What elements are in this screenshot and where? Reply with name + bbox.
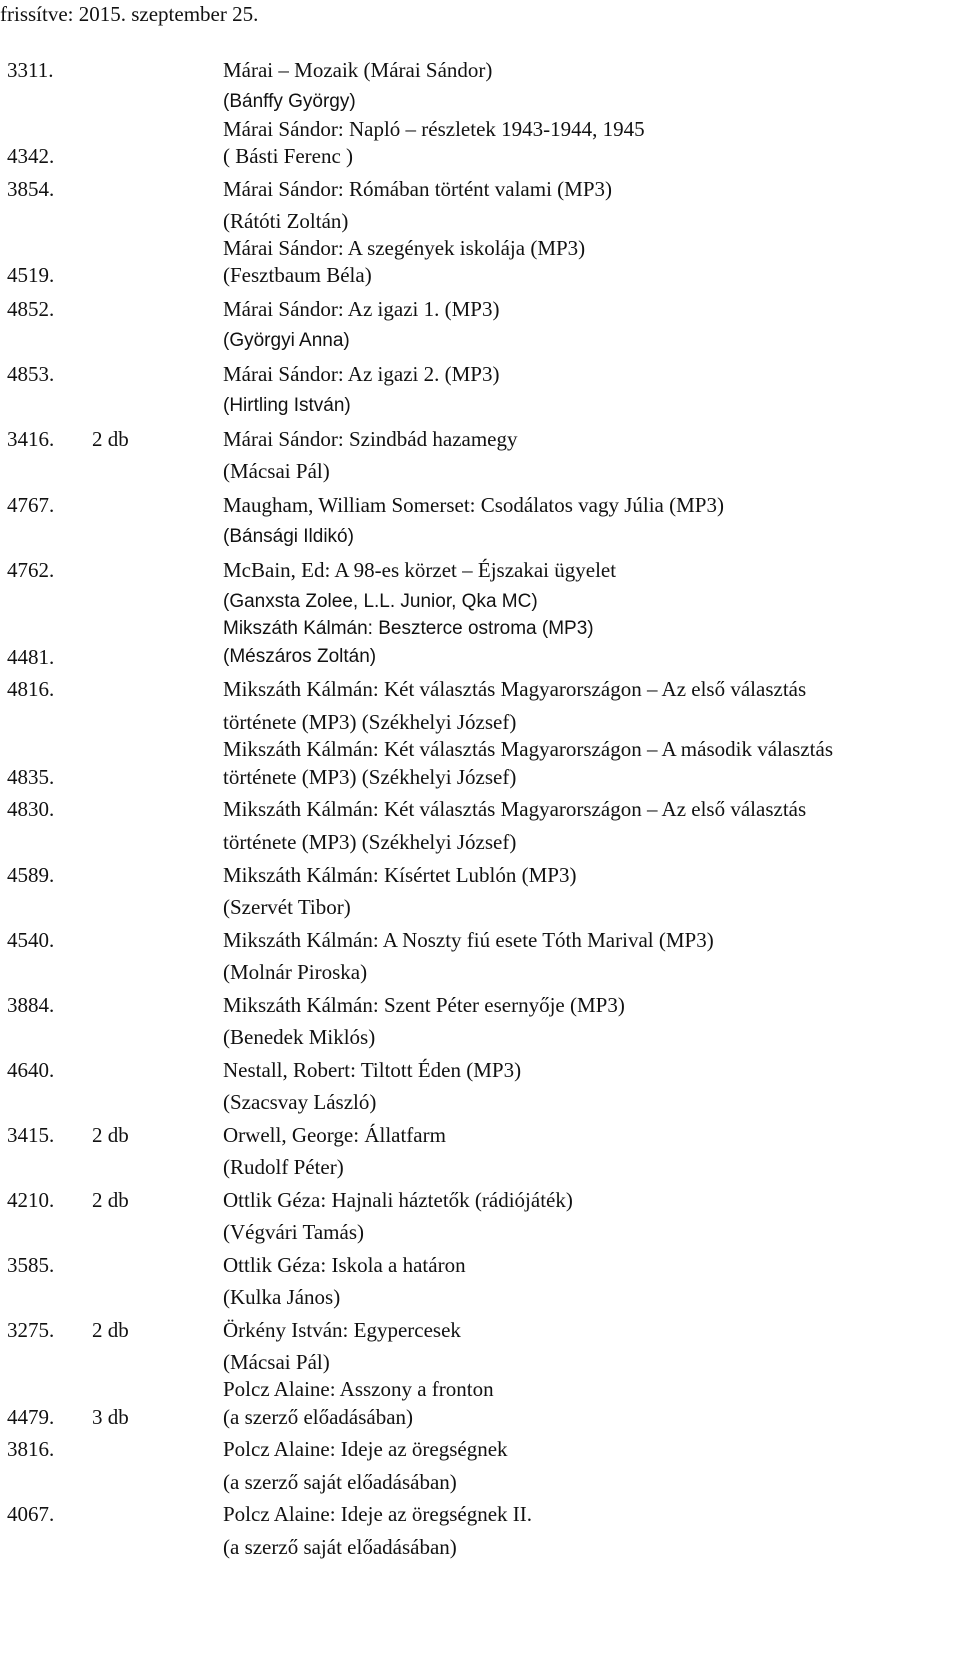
list-item — [0, 1119, 960, 1151]
list-item — [0, 1498, 960, 1530]
list-item — [0, 1216, 960, 1248]
entry-text: ( Básti Ferenc ) — [223, 144, 354, 168]
list-item — [0, 641, 960, 673]
quantity: 2 db — [92, 1123, 129, 1147]
entry-text: (Györgyi Anna) — [223, 330, 350, 351]
catalog-number: 4481. — [7, 645, 55, 669]
catalog-number: 3816. — [7, 1437, 55, 1461]
list-item — [0, 293, 960, 325]
list-item — [0, 793, 960, 825]
entry-text: Polcz Alaine: Ideje az öregségnek — [223, 1437, 508, 1461]
catalog-number: 4852. — [7, 297, 55, 321]
list-item — [0, 1531, 960, 1563]
list-item — [0, 173, 960, 205]
catalog-number: 3884. — [7, 993, 55, 1017]
list-item — [0, 1184, 960, 1216]
catalog-number: 4767. — [7, 493, 55, 517]
list-item — [0, 325, 960, 357]
entry-text: Mikszáth Kálmán: Kísértet Lublón (MP3) — [223, 863, 577, 887]
catalog-number: 3415. — [7, 1123, 55, 1147]
entry-text: Örkény István: Egypercesek — [223, 1318, 461, 1342]
entry-text: (Szervét Tibor) — [223, 895, 351, 919]
entry-text: Márai Sándor: Az igazi 1. (MP3) — [223, 297, 500, 321]
list-item — [0, 140, 960, 172]
entry-text: (Ganxsta Zolee, L.L. Junior, Qka MC) — [223, 591, 538, 612]
entry-text: (Molnár Piroska) — [223, 960, 368, 984]
entry-text: (Mácsai Pál) — [223, 459, 330, 483]
list-item — [0, 673, 960, 705]
catalog-number: 4816. — [7, 677, 55, 701]
catalog-number: 4640. — [7, 1058, 55, 1082]
catalog-number: 4589. — [7, 863, 55, 887]
entry-text: Márai Sándor: Napló – részletek 1943-1944, 1945 — [223, 117, 645, 141]
entry-text: Ottlik Géza: Iskola a határon — [223, 1253, 466, 1277]
entry-text: (Bánsági Ildikó) — [223, 526, 354, 547]
quantity: 3 db — [92, 1405, 129, 1429]
entry-text: Mikszáth Kálmán: Két választás Magyarországon – Az első választás — [223, 797, 807, 821]
entry-text: (Rudolf Péter) — [223, 1155, 344, 1179]
entry-text: Orwell, George: Állatfarm — [223, 1123, 446, 1147]
entry-text: (Fesztbaum Béla) — [223, 263, 372, 287]
entry-text: Mikszáth Kálmán: Szent Péter esernyője (MP3) — [223, 993, 625, 1017]
entry-text: Polcz Alaine: Asszony a fronton — [223, 1377, 494, 1401]
catalog-number: 4762. — [7, 558, 55, 582]
entry-text: Nestall, Robert: Tiltott Éden (MP3) — [223, 1058, 522, 1082]
catalog-number: 4540. — [7, 928, 55, 952]
list-item — [0, 1086, 960, 1118]
entry-text: Márai Sándor: Szindbád hazamegy — [223, 427, 518, 451]
entry-text: Márai Sándor: A szegények iskolája (MP3) — [223, 236, 586, 260]
list-item — [0, 390, 960, 422]
list-item — [0, 259, 960, 291]
catalog-number: 3416. — [7, 427, 55, 451]
entry-text: (Szacsvay László) — [223, 1090, 377, 1114]
catalog-number: 4342. — [7, 144, 55, 168]
entry-text: (Mészáros Zoltán) — [223, 646, 377, 667]
list-item — [0, 1281, 960, 1313]
catalog-number: 3275. — [7, 1318, 55, 1342]
catalog-number: 3585. — [7, 1253, 55, 1277]
entry-text: Maugham, William Somerset: Csodálatos vagy Júlia (MP3) — [223, 493, 724, 517]
list-item — [0, 1433, 960, 1465]
list-item — [0, 924, 960, 956]
list-item — [0, 891, 960, 923]
catalog-number: 4853. — [7, 362, 55, 386]
catalog-number: 3311. — [7, 58, 54, 82]
list-item — [0, 1151, 960, 1183]
entry-text: története (MP3) (Székhelyi József) — [223, 830, 517, 854]
entry-text: Mikszáth Kálmán: A Noszty fiú esete Tóth Marival (MP3) — [223, 928, 714, 952]
list-item — [0, 358, 960, 390]
list-item — [0, 1021, 960, 1053]
entry-text: Márai Sándor: Az igazi 2. (MP3) — [223, 362, 500, 386]
entry-text: Ottlik Géza: Hajnali háztetők (rádiójáték) — [223, 1188, 573, 1212]
entry-text: Mikszáth Kálmán: Két választás Magyarországon – Az első választás — [223, 677, 807, 701]
quantity: 2 db — [92, 1188, 129, 1212]
catalog-number: 4479. — [7, 1405, 55, 1429]
entry-text: McBain, Ed: A 98-es körzet – Éjszakai ügyelet — [223, 558, 617, 582]
entry-text: Polcz Alaine: Ideje az öregségnek II. — [223, 1502, 533, 1526]
entry-text: (a szerző saját előadásában) — [223, 1470, 457, 1494]
list-item — [0, 826, 960, 858]
list-item — [0, 761, 960, 793]
entry-text: Márai Sándor: Rómában történt valami (MP3) — [223, 177, 613, 201]
catalog-number: 4210. — [7, 1188, 55, 1212]
entry-text: Márai – Mozaik (Márai Sándor) — [223, 58, 493, 82]
list-item — [0, 489, 960, 521]
list-item — [0, 455, 960, 487]
list-item — [0, 554, 960, 586]
list-item — [0, 859, 960, 891]
quantity: 2 db — [92, 427, 129, 451]
entry-text: Mikszáth Kálmán: Beszterce ostroma (MP3) — [223, 618, 594, 639]
entry-text: Mikszáth Kálmán: Két választás Magyarországon – A második választás — [223, 737, 834, 761]
entry-text: (Mácsai Pál) — [223, 1350, 330, 1374]
entry-text: (Benedek Miklós) — [223, 1025, 376, 1049]
entry-text: (a szerző saját előadásában) — [223, 1535, 457, 1559]
list-item — [0, 521, 960, 553]
list-item — [0, 1054, 960, 1086]
catalog-number: 4830. — [7, 797, 55, 821]
list-item — [0, 989, 960, 1021]
entry-text: (Végvári Tamás) — [223, 1220, 365, 1244]
entry-text: története (MP3) (Székhelyi József) — [223, 710, 517, 734]
page-header-date: frissítve: 2015. szeptember 25. — [0, 2, 259, 26]
list-item — [0, 1249, 960, 1281]
entry-text: (Kulka János) — [223, 1285, 341, 1309]
entry-text: története (MP3) (Székhelyi József) — [223, 765, 517, 789]
list-item — [0, 1466, 960, 1498]
list-item — [0, 1401, 960, 1433]
entry-text: (Bánffy György) — [223, 91, 356, 112]
list-item — [0, 956, 960, 988]
entry-text: (Hirtling István) — [223, 395, 351, 416]
entry-text: (a szerző előadásában) — [223, 1405, 414, 1429]
list-item — [0, 423, 960, 455]
quantity: 2 db — [92, 1318, 129, 1342]
entry-text: (Rátóti Zoltán) — [223, 209, 349, 233]
catalog-number: 4835. — [7, 765, 55, 789]
catalog-number: 3854. — [7, 177, 55, 201]
list-item — [0, 1314, 960, 1346]
catalog-number: 4067. — [7, 1502, 55, 1526]
catalog-number: 4519. — [7, 263, 55, 287]
list-item — [0, 54, 960, 86]
